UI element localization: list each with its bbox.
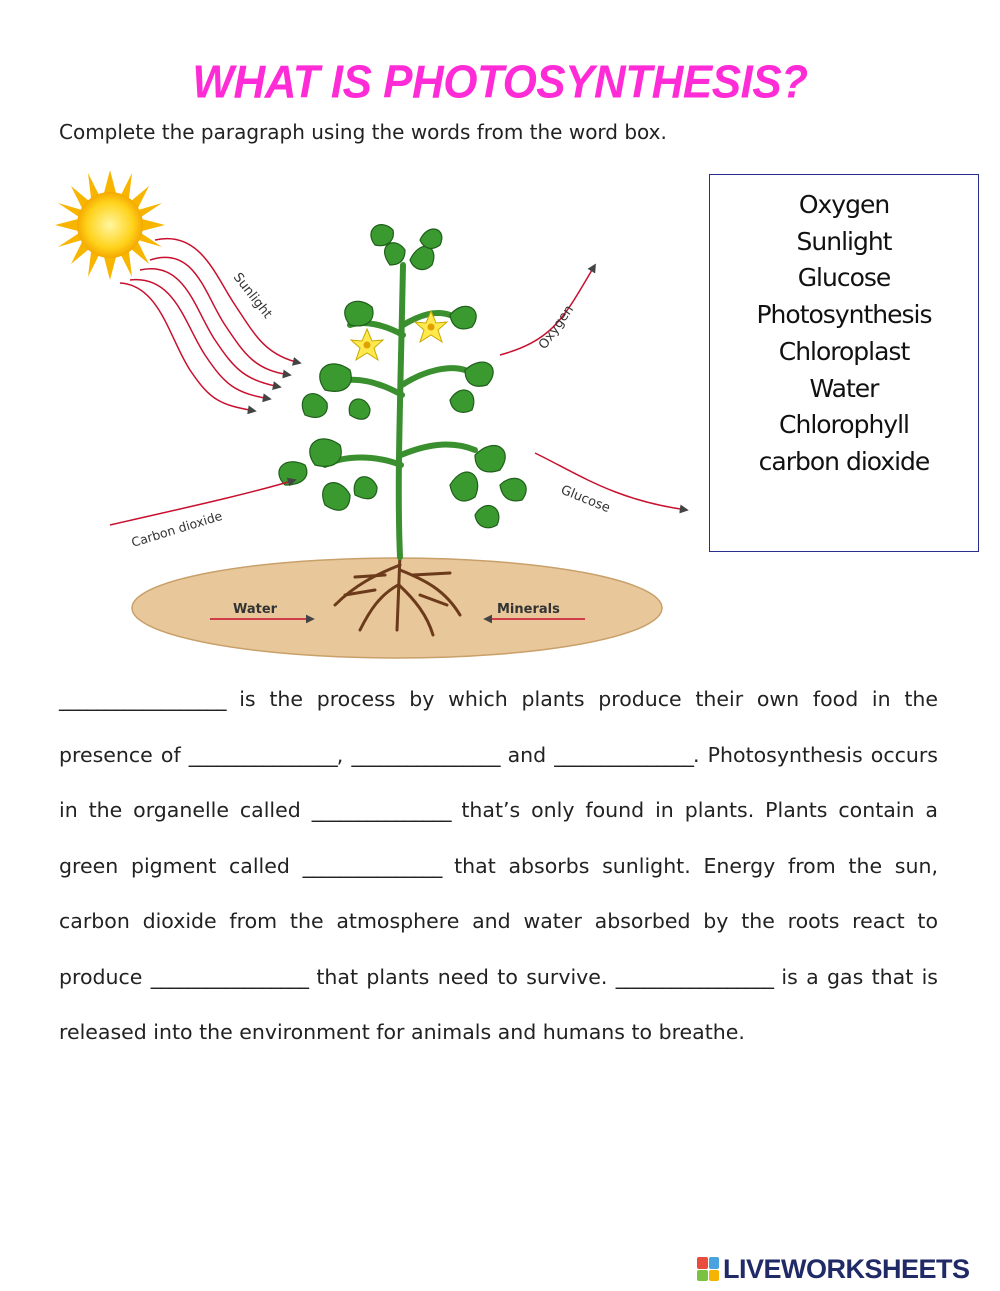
word-box-item: Sunlight [796, 226, 892, 256]
blank-1[interactable]: __________________ [59, 687, 226, 711]
photosynthesis-diagram [55, 165, 705, 670]
water-label: Water [233, 602, 278, 617]
fill-in-paragraph [59, 672, 938, 1061]
paragraph-text: . Photosynthesis occurs in the organelle called [59, 742, 938, 822]
minerals-label: Minerals [497, 602, 560, 617]
carbon-dioxide-label: Carbon dioxide [129, 507, 224, 550]
paragraph-text: is a gas that is released into the environment for animals and humans to breathe. [59, 964, 938, 1044]
word-box-item: carbon dioxide [758, 446, 930, 476]
oxygen-label: Oxygen [535, 302, 578, 353]
paragraph-text: is the process by which plants produce their own food in the presence of [59, 687, 938, 767]
blank-8[interactable]: _________________ [615, 964, 774, 989]
paragraph-text: , [336, 742, 352, 767]
blank-4[interactable]: _______________ [554, 742, 694, 767]
word-box-item: Chloroplast [778, 336, 910, 366]
sunlight-rays [120, 239, 300, 411]
page-title: WHAT IS PHOTOSYNTHESIS? [192, 56, 808, 109]
blank-5[interactable]: _______________ [311, 798, 451, 822]
word-box-item: Water [809, 373, 879, 403]
word-box-item: Glucose [797, 263, 891, 293]
word-box-item: Photosynthesis [756, 300, 932, 330]
blank-6[interactable]: _______________ [302, 853, 442, 878]
sun-icon [55, 170, 165, 280]
paragraph-text: that plants need to survive. [308, 964, 616, 989]
liveworksheets-logo [697, 1254, 970, 1284]
word-box-item: Oxygen [798, 190, 890, 219]
logo-badge-icon [697, 1257, 719, 1281]
paragraph-text: and [499, 742, 555, 767]
word-box [709, 174, 979, 552]
instructions: Complete the paragraph using the words from the word box. [59, 120, 667, 144]
paragraph-text: that’s only found in plants. Plants contain a green pigment called [59, 798, 938, 878]
sunlight-label: Sunlight [229, 270, 275, 322]
blank-2[interactable]: ________________ [188, 742, 337, 767]
paragraph-text: that absorbs sunlight. Energy from the sun, carbon dioxide from the atmosphere and water absorbed by the roots react to produce [59, 853, 938, 989]
logo-text: LIVEWORKSHEETS [723, 1253, 970, 1284]
word-box-item: Chlorophyll [779, 410, 909, 440]
glucose-label: Glucose [558, 482, 613, 517]
blank-3[interactable]: ________________ [351, 742, 500, 767]
blank-7[interactable]: _________________ [150, 964, 309, 989]
